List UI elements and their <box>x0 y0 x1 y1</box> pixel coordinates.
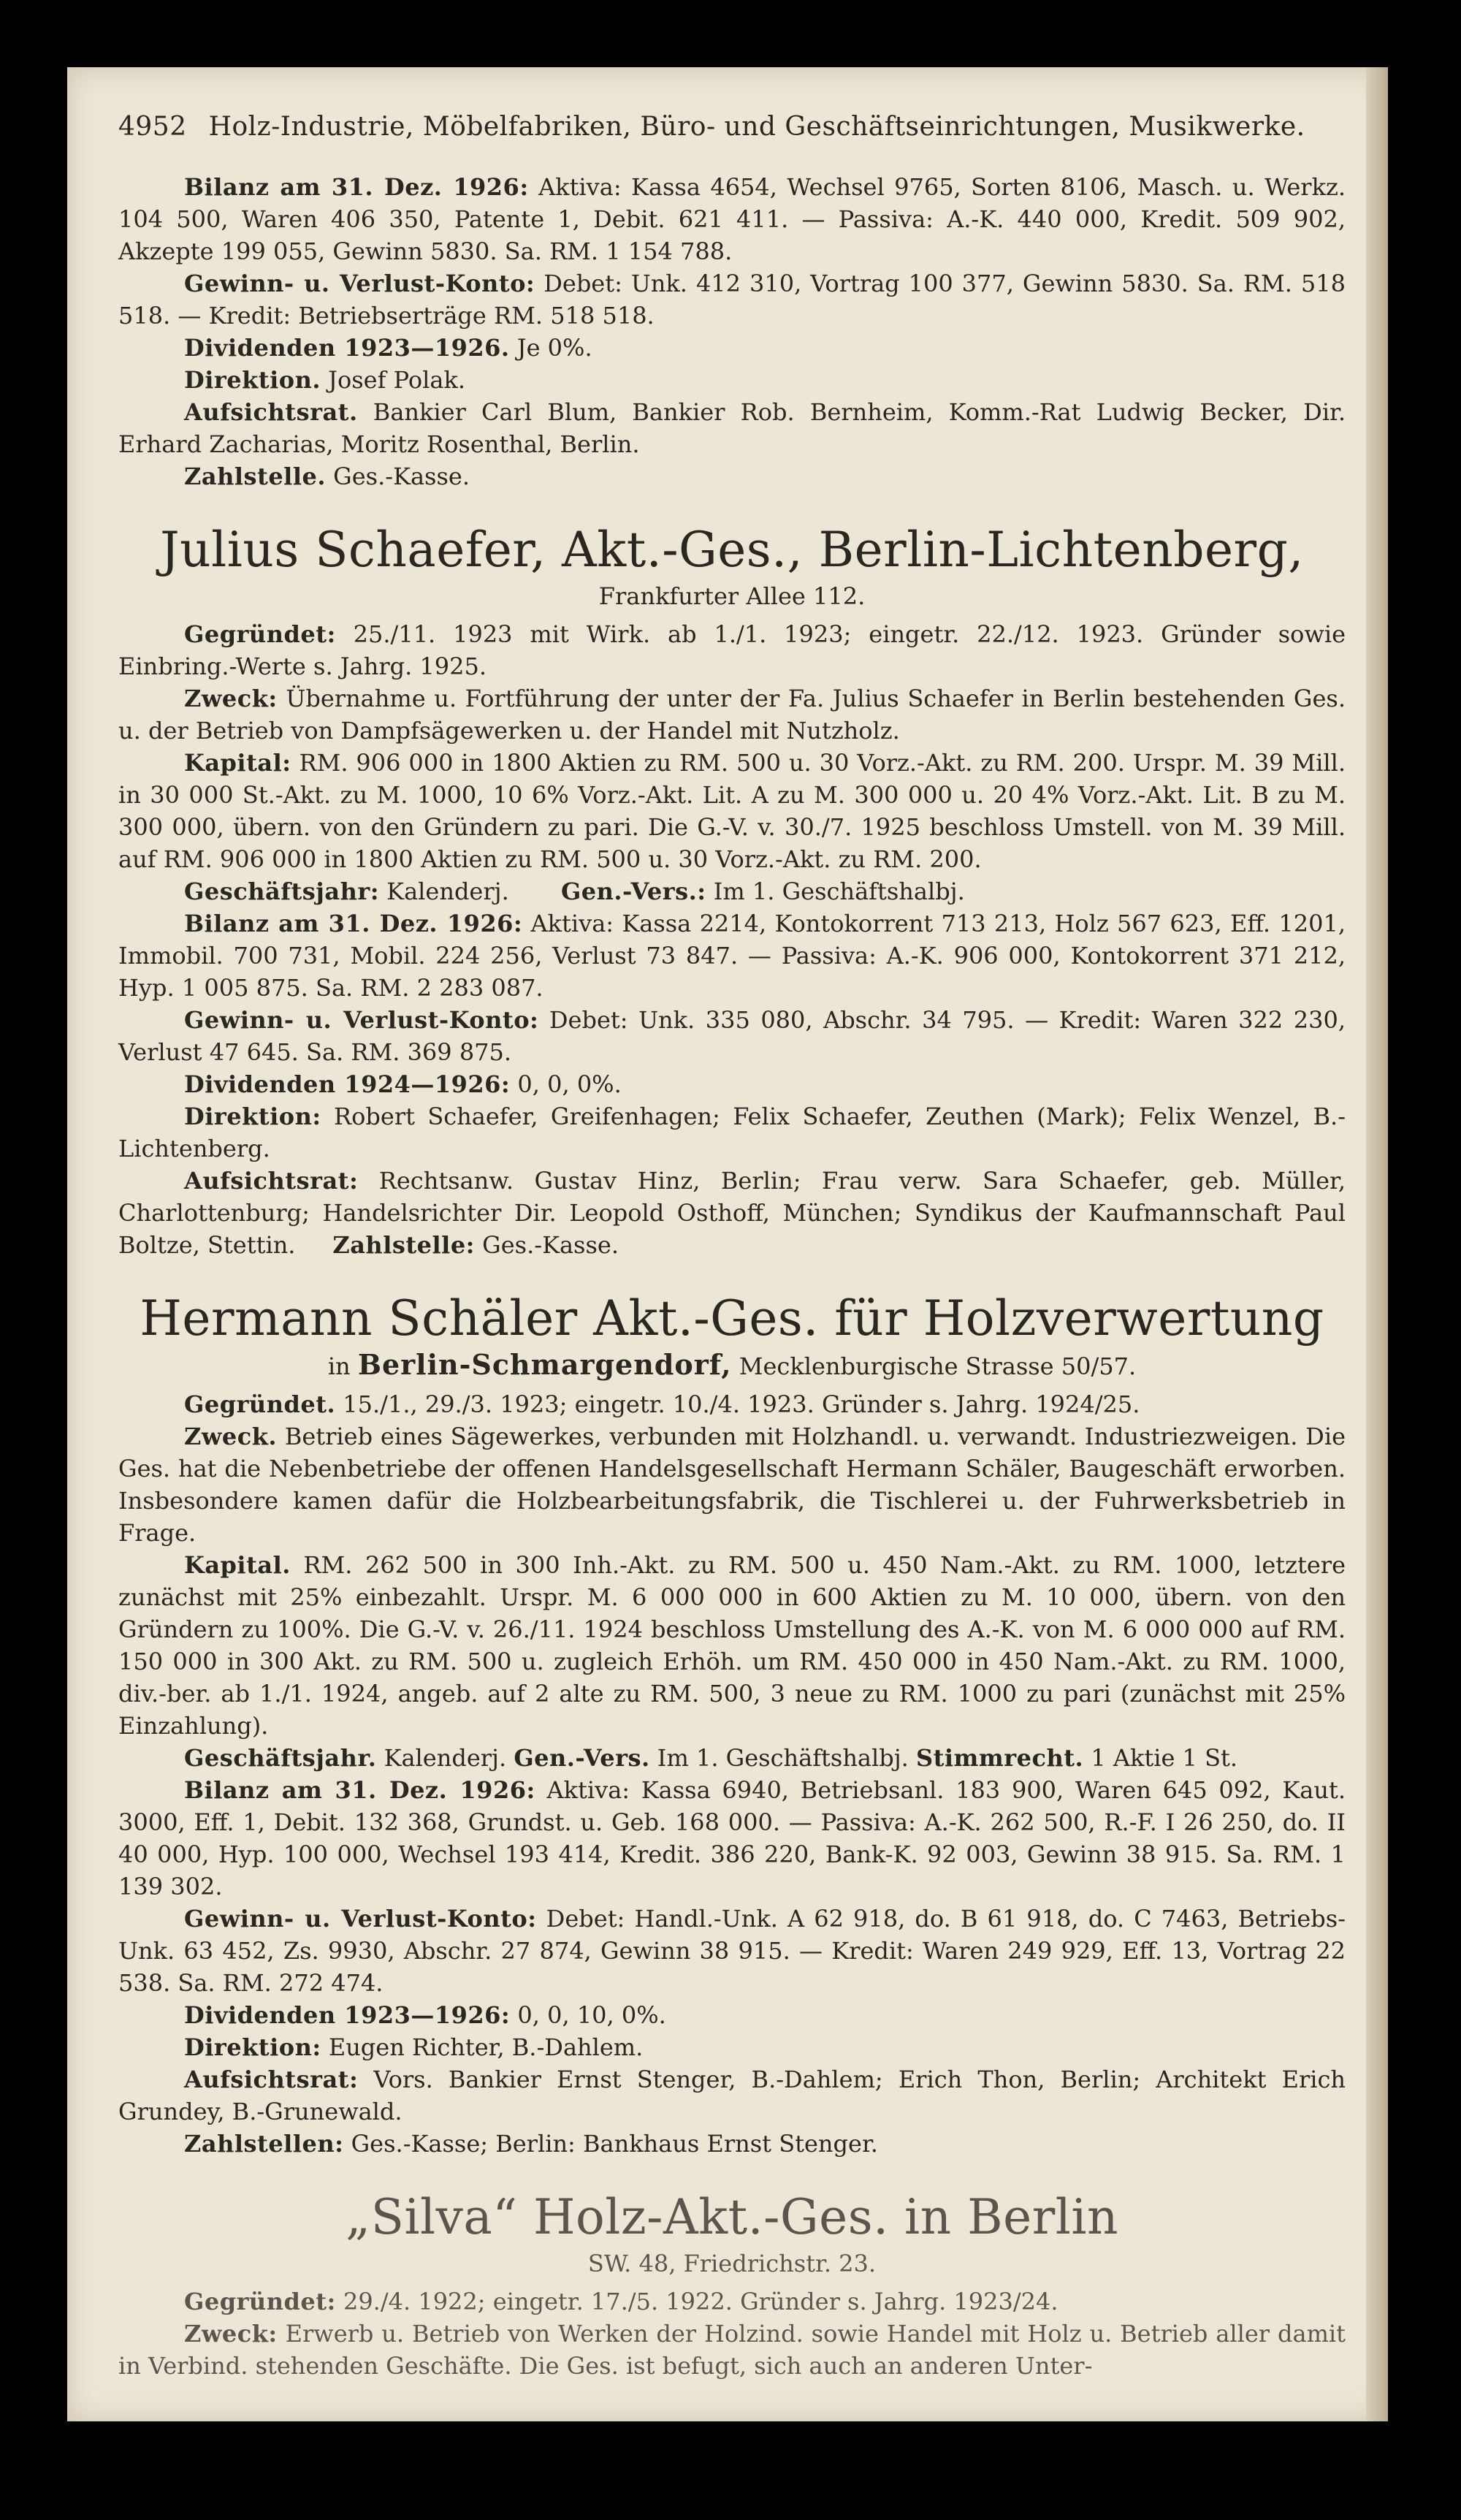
bilanz-label: Bilanz am 31. Dez. 1926: <box>184 1776 535 1804</box>
direktion-section <box>118 2031 1346 2063</box>
zweck-text: Erwerb u. Betrieb von Werken der Holzind. sowie Handel mit Holz u. Betrieb aller damit in Verbind. stehenden Geschäfte. Die Ges. ist befugt, sich auch an anderen Unter- <box>118 2320 1346 2380</box>
kapital-text: RM. 906 000 in 1800 Aktien zu RM. 500 u. 30 Vorz.-Akt. zu RM. 200. Urspr. M. 39 Mill. in 30 000 St.-Akt. zu M. 1000, 10 6% Vorz.-Akt. Lit. A zu M. 300 000 u. 20 4% Vorz.-Akt. Lit. B zu M. 300 000, übern. von den Gründern zu pari. Die G.-V. v. 30./7. 1925 beschloss Umstell. von M. 39 Mill. auf RM. 906 000 in 1800 Aktien zu RM. 500 u. 30 Vorz.-Akt. zu RM. 200. <box>118 749 1346 873</box>
direktion-section <box>118 364 1346 396</box>
gegruendet-label: Gegründet: <box>184 2288 336 2315</box>
entry-previous-company <box>118 171 1346 492</box>
bilanz-text: Aktiva: Kassa 6940, Betriebsanl. 183 900, Waren 645 092, Kaut. 3000, Eff. 1, Debit. 132 368, Grundst. u. Geb. 168 000. — Passiva: A.-K. 262 500, R.-F. I 26 250, do. II 40 000, Hyp. 100 000, Wechsel 193 414, Kredit. 386 220, Bank-K. 92 003, Gewinn 38 915. Sa. RM. 1 139 302. <box>118 1776 1346 1900</box>
bilanz-text: Aktiva: Kassa 2214, Kontokorrent 713 213, Holz 567 623, Eff. 1201, Immobil. 700 731, Mobil. 224 256, Verlust 73 847. — Passiva: A.-K. 906 000, Kontokorrent 371 212, Hyp. 1 005 875. Sa. RM. 2 283 087. <box>118 910 1346 1002</box>
aufsichtsrat-text: Vors. Bankier Ernst Stenger, B.-Dahlem; Erich Thon, Berlin; Architekt Erich Grundey, B.-Grunewald. <box>118 2066 1346 2125</box>
company-address: Frankfurter Allee 112. <box>598 582 866 610</box>
gegruendet-section <box>118 2285 1346 2318</box>
bilanz-section <box>118 1774 1346 1903</box>
direktion-section <box>118 1100 1346 1165</box>
direktion-text: Josef Polak. <box>328 366 465 394</box>
running-head-title: Holz-Industrie, Möbelfabriken, Büro- und Geschäftseinrichtungen, Musikwerke. <box>208 112 1305 142</box>
gegruendet-text: 29./4. 1922; eingetr. 17./5. 1922. Gründer s. Jahrg. 1923/24. <box>343 2288 1058 2315</box>
zweck-section <box>118 682 1346 747</box>
zahlstelle-label: Zahlstelle. <box>184 462 326 490</box>
company-title: Hermann Schäler Akt.-Ges. für Holzverwertung <box>140 1290 1324 1347</box>
page-edge <box>1366 67 1388 2421</box>
dividend-text: Je 0%. <box>516 334 592 362</box>
running-head <box>118 111 1346 143</box>
company-title: Julius Schaefer, Akt.-Ges., Berlin-Lichtenberg, <box>160 522 1304 578</box>
company-address <box>118 1349 1346 1382</box>
guv-section <box>118 1004 1346 1068</box>
aufsichtsrat-label: Aufsichtsrat: <box>184 2066 359 2093</box>
kapital-text: RM. 262 500 in 300 Inh.-Akt. zu RM. 500 u. 450 Nam.-Akt. zu RM. 1000, letztere zunächst mit 25% einbezahlt. Urspr. M. 6 000 000 in 600 Aktien zu M. 10 000, übern. von den Gründern zu 100%. Die G.-V. v. 26./11. 1924 beschloss Umstellung des A.-K. von M. 6 000 000 auf RM. 150 000 in 300 Akt. zu RM. 500 u. zugleich Erhöh. um RM. 450 000 in 450 Nam.-Akt. zu RM. 1000, div.-ber. ab 1./1. 1924, angeb. auf 2 alte zu RM. 500, 3 neue zu RM. 1000 zu pari (zunächst mit 25% Einzahlung). <box>118 1551 1346 1740</box>
aufsichtsrat-label: Aufsichtsrat: <box>184 1167 359 1195</box>
genvers-label: Gen.-Vers.: <box>560 878 706 905</box>
page-content <box>118 111 1346 2411</box>
zweck-section <box>118 2318 1346 2382</box>
guv-label: Gewinn- u. Verlust-Konto: <box>184 270 535 297</box>
dividend-section <box>118 332 1346 364</box>
company-title: „Silva“ Holz-Akt.-Ges. in Berlin <box>346 2189 1118 2245</box>
zahlstelle-text: Ges.-Kasse. <box>482 1231 619 1259</box>
direktion-label: Direktion: <box>184 2033 321 2061</box>
guv-section <box>118 1903 1346 1999</box>
address-street: Mecklenburgische Strasse 50/57. <box>739 1352 1137 1380</box>
stimmrecht-text: 1 Aktie 1 St. <box>1091 1744 1238 1772</box>
geschaeftsjahr-label: Geschäftsjahr. <box>184 1744 377 1772</box>
aufsichtsrat-section <box>118 396 1346 460</box>
zahlstelle-text: Ges.-Kasse. <box>333 462 470 490</box>
aufsichtsrat-section <box>118 1165 1346 1261</box>
kapital-section <box>118 747 1346 875</box>
zweck-label: Zweck: <box>184 2320 278 2348</box>
aufsichtsrat-text: Rechtsanw. Gustav Hinz, Berlin; Frau verw. Sara Schaefer, geb. Müller, Charlottenburg; Handelsrichter Dir. Leopold Osthoff, München; Syndikus der Kaufmannschaft Paul Boltze, Stettin. <box>118 1167 1346 1259</box>
zweck-label: Zweck: <box>184 685 278 712</box>
book-page <box>67 67 1388 2421</box>
dividend-section <box>118 1068 1346 1100</box>
geschaeftsjahr-section <box>118 875 1346 907</box>
zweck-text: Betrieb eines Sägewerkes, verbunden mit Holzhandl. u. verwandt. Industriezweigen. Die Ges. hat die Nebenbetriebe der offenen Handelsgesellschaft Hermann Schäler, Baugeschäft erworben. Insbesondere kamen dafür die Holzbearbeitungsfabrik, die Tischlerei u. der Fuhrwerksbetrieb in Frage. <box>118 1423 1346 1547</box>
guv-text: Debet: Handl.-Unk. A 62 918, do. B 61 918, do. C 7463, Betriebs-Unk. 63 452, Zs. 9930, Abschr. 27 874, Gewinn 38 915. — Kredit: Waren 249 929, Eff. 13, Vortrag 22 538. Sa. RM. 272 474. <box>118 1905 1346 1997</box>
entry-julius-schaefer <box>118 522 1346 1261</box>
kapital-label: Kapital: <box>184 749 291 777</box>
direktion-text: Eugen Richter, B.-Dahlem. <box>328 2033 644 2061</box>
zahlstelle-section <box>118 460 1346 492</box>
bilanz-label: Bilanz am 31. Dez. 1926: <box>184 173 529 201</box>
direktion-label: Direktion: <box>184 1103 321 1130</box>
gegruendet-section <box>118 618 1346 682</box>
zahlstellen-section <box>118 2128 1346 2160</box>
gegruendet-text: 15./1., 29./3. 1923; eingetr. 10./4. 1923. Gründer s. Jahrg. 1924/25. <box>343 1390 1140 1418</box>
genvers-label: Gen.-Vers. <box>514 1744 650 1772</box>
aufsichtsrat-text: Bankier Carl Blum, Bankier Rob. Bernheim, Komm.-Rat Ludwig Becker, Dir. Erhard Zacharias, Moritz Rosenthal, Berlin. <box>118 398 1346 458</box>
dividend-label: Dividenden 1923—1926: <box>184 2001 511 2029</box>
bilanz-label: Bilanz am 31. Dez. 1926: <box>184 910 523 937</box>
bilanz-text: Aktiva: Kassa 4654, Wechsel 9765, Sorten 8106, Masch. u. Werkz. 104 500, Waren 406 350, Patente 1, Debit. 621 411. — Passiva: A.-K. 440 000, Kredit. 509 902, Akzepte 199 055, Gewinn 5830. Sa. RM. 1 154 788. <box>118 173 1346 265</box>
guv-text: Debet: Unk. 335 080, Abschr. 34 795. — Kredit: Waren 322 230, Verlust 47 645. Sa. RM. 369 875. <box>118 1006 1346 1066</box>
dividend-text: 0, 0, 0%. <box>517 1070 622 1098</box>
guv-section <box>118 267 1346 332</box>
aufsichtsrat-section <box>118 2063 1346 2128</box>
direktion-label: Direktion. <box>184 366 321 394</box>
zahlstellen-label: Zahlstellen: <box>184 2130 344 2158</box>
genvers-text: Im 1. Geschäftshalbj. <box>713 878 965 905</box>
direktion-text: Robert Schaefer, Greifenhagen; Felix Schaefer, Zeuthen (Mark); Felix Wenzel, B.-Lichtenberg. <box>118 1103 1346 1162</box>
page-number: 4952 <box>118 112 187 142</box>
geschaeftsjahr-label: Geschäftsjahr: <box>184 878 379 905</box>
dividend-section <box>118 1999 1346 2031</box>
zahlstelle-label: Zahlstelle: <box>332 1231 475 1259</box>
dividend-label: Dividenden 1924—1926: <box>184 1070 511 1098</box>
address-location: Berlin-Schmargendorf, <box>357 1348 732 1381</box>
address-prefix: in <box>327 1352 351 1380</box>
zahlstellen-text: Ges.-Kasse; Berlin: Bankhaus Ernst Stenger. <box>351 2130 878 2158</box>
kapital-label: Kapital. <box>184 1551 291 1579</box>
zweck-section <box>118 1420 1346 1549</box>
aufsichtsrat-label: Aufsichtsrat. <box>184 398 358 426</box>
gegruendet-label: Gegründet: <box>184 620 336 648</box>
dividend-text: 0, 0, 10, 0%. <box>517 2001 666 2029</box>
gegruendet-label: Gegründet. <box>184 1390 336 1418</box>
entry-silva <box>118 2189 1346 2382</box>
kapital-section <box>118 1549 1346 1742</box>
entry-hermann-schaeler <box>118 1290 1346 2160</box>
zweck-label: Zweck. <box>184 1423 278 1450</box>
guv-label: Gewinn- u. Verlust-Konto: <box>184 1006 539 1034</box>
genvers-text: Im 1. Geschäftshalbj. <box>657 1744 909 1772</box>
gegruendet-section <box>118 1388 1346 1420</box>
geschaeftsjahr-text: Kalenderj. <box>384 1744 507 1772</box>
bilanz-section <box>118 907 1346 1004</box>
geschaeftsjahr-text: Kalenderj. <box>386 878 509 905</box>
gegruendet-text: 25./11. 1923 mit Wirk. ab 1./1. 1923; eingetr. 22./12. 1923. Gründer sowie Einbring.-Werte s. Jahrg. 1925. <box>118 620 1346 680</box>
geschaeftsjahr-section <box>118 1742 1346 1774</box>
guv-text: Debet: Unk. 412 310, Vortrag 100 377, Gewinn 5830. Sa. RM. 518 518. — Kredit: Betriebserträge RM. 518 518. <box>118 270 1346 330</box>
bilanz-section <box>118 171 1346 267</box>
dividend-label: Dividenden 1923—1926. <box>184 334 510 362</box>
stimmrecht-label: Stimmrecht. <box>915 1744 1084 1772</box>
guv-label: Gewinn- u. Verlust-Konto: <box>184 1905 537 1933</box>
company-address: SW. 48, Friedrichstr. 23. <box>587 2250 877 2277</box>
zweck-text: Übernahme u. Fortführung der unter der Fa. Julius Schaefer in Berlin bestehenden Ges. u. der Betrieb von Dampfsägewerken u. der Handel mit Nutzholz. <box>118 685 1346 745</box>
